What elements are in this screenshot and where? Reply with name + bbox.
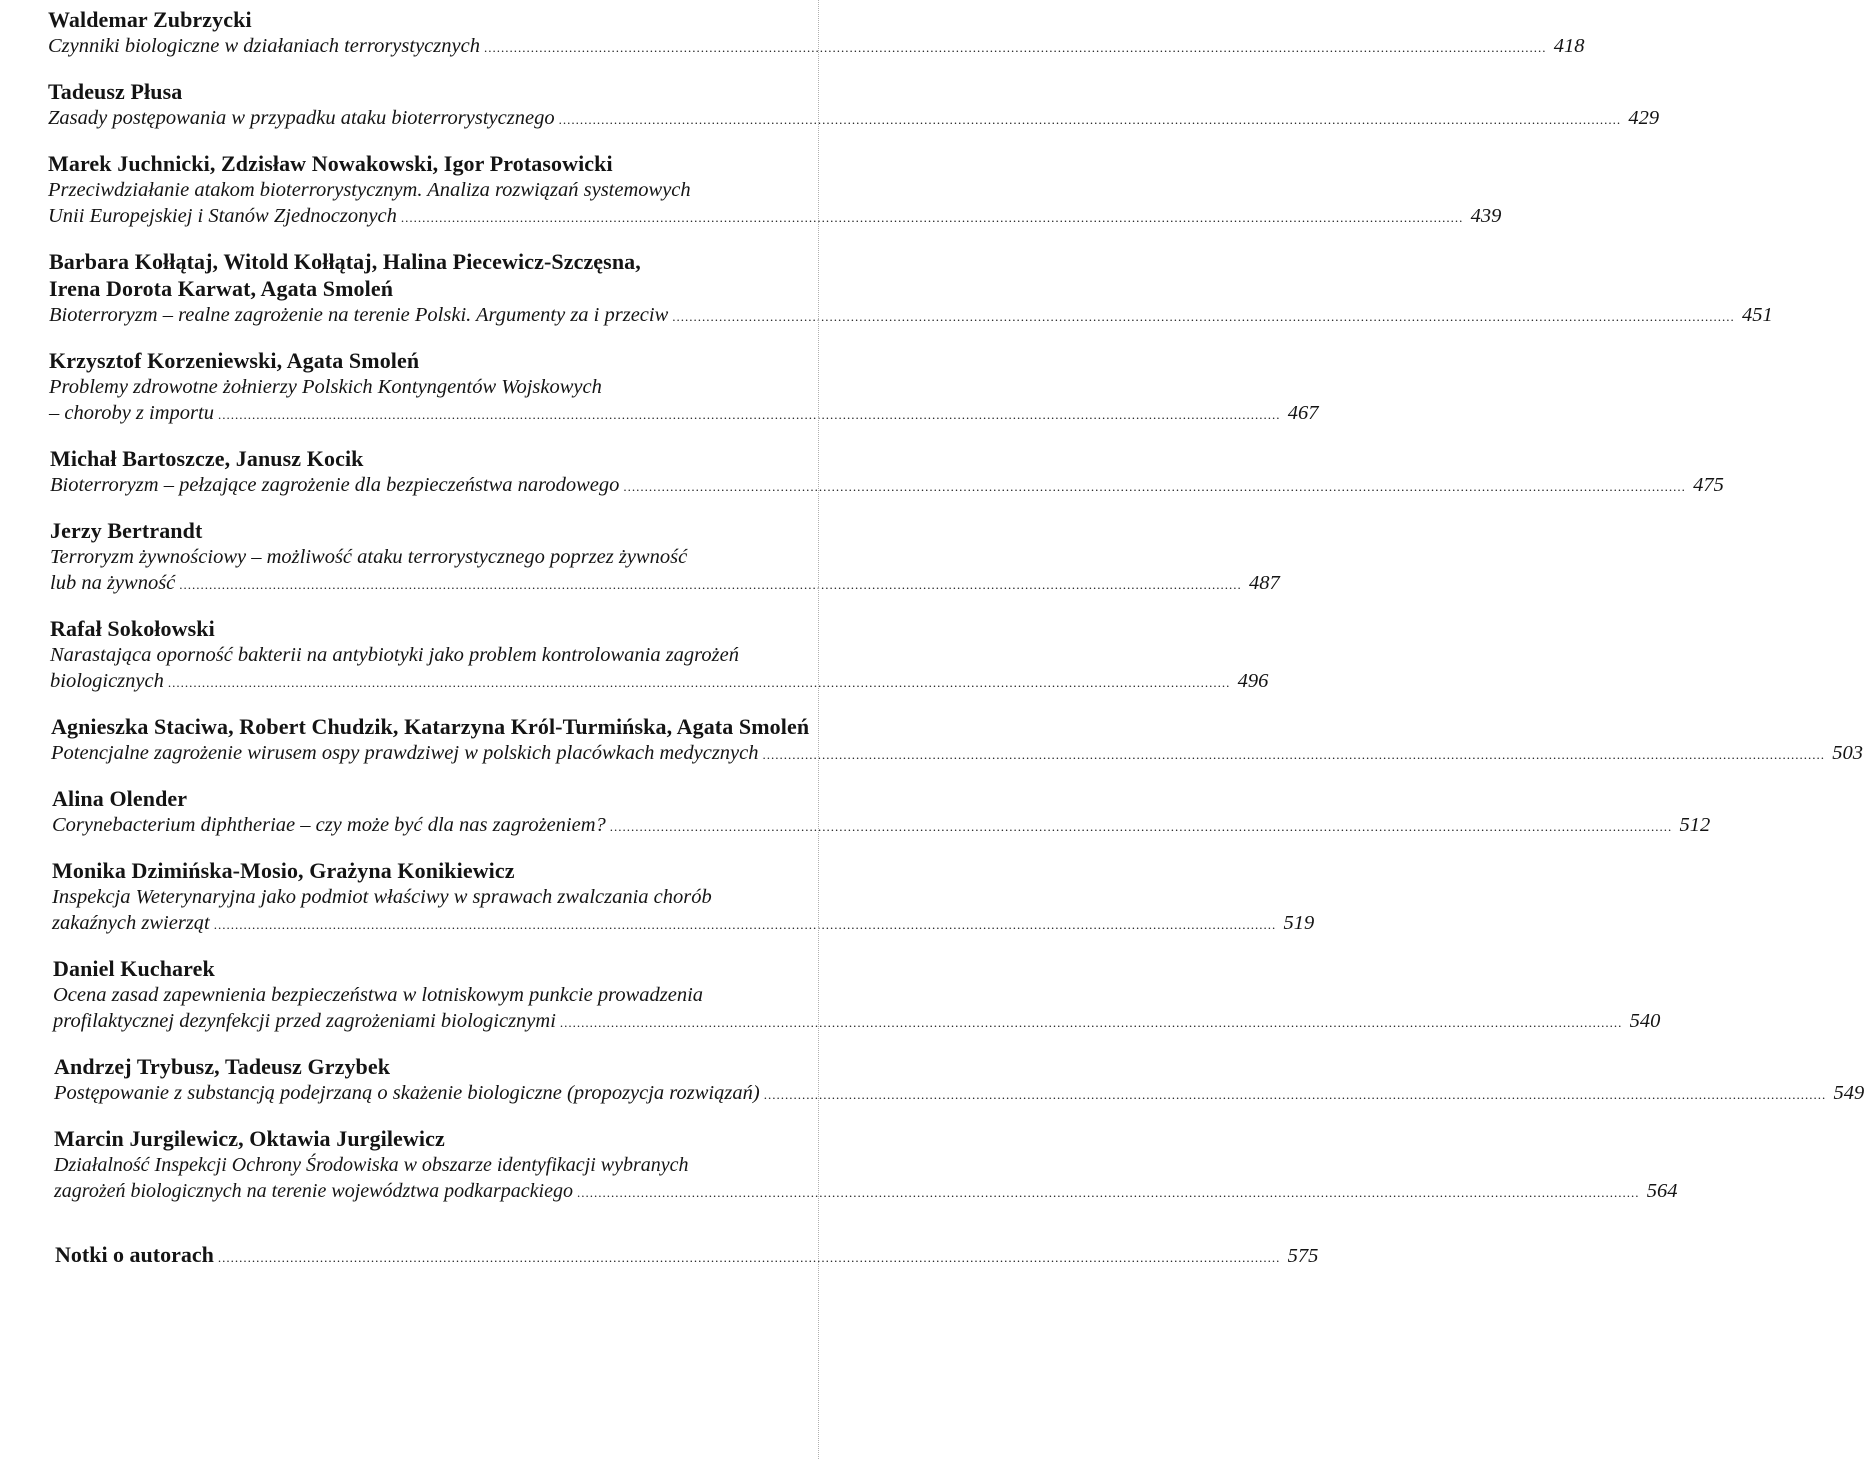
entry-authors: Alina Olender xyxy=(52,786,188,811)
dot-leader xyxy=(218,1245,1281,1271)
toc-entry xyxy=(48,150,1502,231)
dot-leader xyxy=(763,742,1826,768)
entry-authors: Andrzej Trybusz, Tadeusz Grzybek xyxy=(54,1054,391,1079)
toc-entry xyxy=(51,713,1864,768)
entry-title-line[interactable] xyxy=(54,1080,1864,1108)
page-number: 564 xyxy=(1646,1180,1678,1202)
entry-title: – choroby z importu xyxy=(49,402,214,424)
entry-title-line: Przeciwdziałanie atakom bioterrorystycznym. Analiza rozwiązań systemowych xyxy=(48,179,691,201)
page-number: 475 xyxy=(1693,474,1724,496)
toc-entry xyxy=(48,6,1585,61)
entry-title-line[interactable] xyxy=(52,910,1315,938)
entry-title-line: Narastająca oporność bakterii na antybiotyki jako problem kontrolowania zagrożeń xyxy=(50,644,739,666)
entry-title-line[interactable] xyxy=(50,668,1269,696)
page-number: 496 xyxy=(1237,670,1269,692)
entry-title-line[interactable] xyxy=(48,105,1660,133)
entry-title: Corynebacterium diphtheriae – czy może być dla nas zagrożeniem? xyxy=(52,814,606,836)
scan-fold-line xyxy=(818,0,819,1459)
entry-authors: Krzysztof Korzeniewski, Agata Smoleń xyxy=(49,348,420,373)
entry-title: zakaźnych zwierząt xyxy=(52,912,210,934)
toc-entry xyxy=(54,1053,1864,1108)
dot-leader xyxy=(672,304,1735,330)
entry-title-line[interactable] xyxy=(55,1242,1319,1271)
dot-leader xyxy=(764,1082,1827,1108)
dot-leader xyxy=(610,814,1673,840)
page-number: 451 xyxy=(1742,304,1773,326)
entry-title: zagrożeń biologicznych na terenie województwa podkarpackiego xyxy=(54,1180,573,1202)
toc-entry xyxy=(53,955,1661,1036)
page-number: 418 xyxy=(1553,35,1585,57)
entry-authors: Barbara Kołłątaj, Witold Kołłątaj, Halina Piecewicz-Szczęsna, xyxy=(49,249,641,274)
entry-authors: Marcin Jurgilewicz, Oktawia Jurgilewicz xyxy=(54,1126,445,1151)
entry-authors: Michał Bartoszcze, Janusz Kocik xyxy=(50,446,364,471)
entry-title-line[interactable] xyxy=(48,33,1585,61)
dot-leader xyxy=(560,1010,1623,1036)
page-number: 503 xyxy=(1832,742,1864,764)
entry-title: Unii Europejskiej i Stanów Zjednoczonych xyxy=(48,205,397,227)
dot-leader xyxy=(214,912,1277,938)
page-number: 575 xyxy=(1287,1245,1319,1267)
toc-entry xyxy=(52,857,1315,938)
toc-entry xyxy=(54,1125,1678,1206)
entry-title: profilaktycznej dezynfekcji przed zagrożeniami biologicznymi xyxy=(53,1010,556,1032)
entry-authors: Marek Juchnicki, Zdzisław Nowakowski, Igor Protasowicki xyxy=(48,151,613,176)
entry-authors: Irena Dorota Karwat, Agata Smoleń xyxy=(49,276,394,301)
entry-title-line: Problemy zdrowotne żołnierzy Polskich Kontyngentów Wojskowych xyxy=(49,376,602,398)
page-number: 519 xyxy=(1283,912,1315,934)
toc-entry xyxy=(50,517,1280,598)
toc-entry xyxy=(50,445,1724,500)
entry-title-line[interactable] xyxy=(50,472,1724,500)
dot-leader xyxy=(577,1180,1640,1206)
toc-entry xyxy=(48,78,1660,133)
entry-authors: Monika Dzimińska-Mosio, Grażyna Konikiewicz xyxy=(52,858,515,883)
entry-authors: Daniel Kucharek xyxy=(53,956,215,981)
entry-title: Potencjalne zagrożenie wirusem ospy prawdziwej w polskich placówkach medycznych xyxy=(51,742,759,764)
page-number: 487 xyxy=(1249,572,1280,594)
dot-leader xyxy=(401,205,1464,231)
dot-leader xyxy=(484,35,1547,61)
dot-leader xyxy=(218,402,1281,428)
entry-title-line[interactable] xyxy=(50,570,1280,598)
entry-authors: Tadeusz Płusa xyxy=(48,79,183,104)
page-number: 540 xyxy=(1629,1010,1661,1032)
entry-authors: Agnieszka Staciwa, Robert Chudzik, Katarzyna Król-Turmińska, Agata Smoleń xyxy=(51,714,810,739)
entry-title: biologicznych xyxy=(50,670,164,692)
entry-title-line[interactable] xyxy=(51,740,1864,768)
page-number: 549 xyxy=(1833,1082,1864,1104)
entry-title-line[interactable] xyxy=(49,302,1773,330)
page-number: 429 xyxy=(1628,107,1660,129)
entry-title-line: Inspekcja Weterynaryjna jako podmiot właściwy w sprawach zwalczania chorób xyxy=(52,886,712,908)
entry-authors: Rafał Sokołowski xyxy=(50,616,215,641)
dot-leader xyxy=(623,474,1686,500)
dot-leader xyxy=(179,572,1242,598)
toc-entry xyxy=(49,347,1319,428)
entry-authors: Jerzy Bertrandt xyxy=(50,518,203,543)
toc-entry xyxy=(49,248,1773,330)
entry-title-line: Działalność Inspekcji Ochrony Środowiska w obszarze identyfikacji wybranych xyxy=(54,1154,689,1176)
entry-title: Postępowanie z substancją podejrzaną o skażenie biologiczne (propozycja rozwiązań) xyxy=(54,1082,760,1104)
entry-title-line[interactable] xyxy=(54,1178,1678,1206)
toc-entry xyxy=(52,785,1711,840)
entry-title: Czynniki biologiczne w działaniach terrorystycznych xyxy=(48,35,480,57)
entry-title: Bioterroryzm – realne zagrożenie na terenie Polski. Argumenty za i przeciw xyxy=(49,304,669,326)
entry-title: lub na żywność xyxy=(50,572,176,594)
entry-title-line: Terroryzm żywnościowy – możliwość ataku terrorystycznego poprzez żywność xyxy=(50,546,688,568)
page-number: 439 xyxy=(1470,205,1502,227)
entry-authors: Waldemar Zubrzycki xyxy=(48,7,252,32)
entry-title: Zasady postępowania w przypadku ataku bioterrorystycznego xyxy=(48,107,555,129)
entry-title-line[interactable] xyxy=(48,203,1502,231)
page-number: 512 xyxy=(1679,814,1711,836)
page-number: 467 xyxy=(1287,402,1319,424)
author-notes-label: Notki o autorach xyxy=(55,1242,214,1267)
entry-title-line[interactable] xyxy=(53,1008,1661,1036)
entry-title-line: Ocena zasad zapewnienia bezpieczeństwa w lotniskowym punkcie prowadzenia xyxy=(53,984,704,1006)
toc-entry xyxy=(50,615,1269,696)
toc-entry-author-notes xyxy=(55,1242,1319,1271)
entry-title: Bioterroryzm – pełzające zagrożenie dla bezpieczeństwa narodowego xyxy=(50,474,620,496)
dot-leader xyxy=(559,107,1622,133)
dot-leader xyxy=(168,670,1231,696)
entry-title-line[interactable] xyxy=(52,812,1711,840)
entry-title-line[interactable] xyxy=(49,400,1319,428)
